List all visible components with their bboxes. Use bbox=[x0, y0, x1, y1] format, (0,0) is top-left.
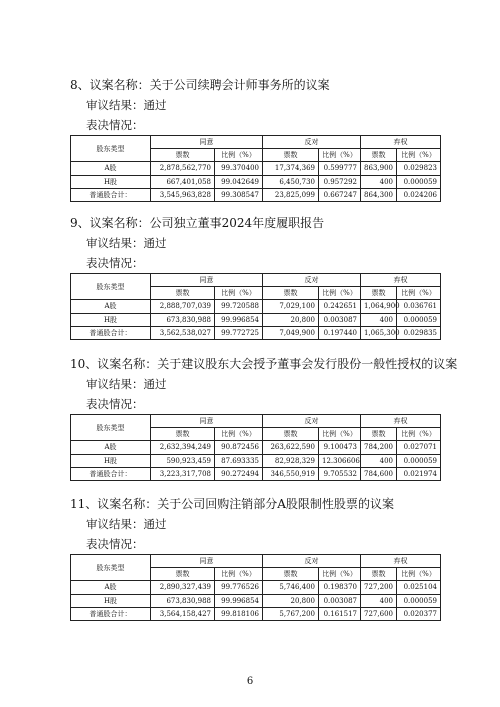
cell-against-votes: 5,746,400 bbox=[263, 581, 319, 594]
subheader-votes: 票数 bbox=[151, 428, 215, 441]
subheader-ratio: 比例（%） bbox=[319, 149, 361, 162]
cell-agree-ratio: 99.370400 bbox=[215, 162, 263, 175]
cell-abstain-ratio: 0.000059 bbox=[397, 454, 441, 467]
cell-shareholder-type: 普通股合计： bbox=[71, 188, 151, 201]
cell-against-votes: 263,622,590 bbox=[263, 441, 319, 454]
cell-agree-votes: 3,545,963,828 bbox=[151, 188, 215, 201]
review-result: 审议结果：通过 bbox=[86, 517, 167, 531]
cell-agree-ratio: 99.720588 bbox=[215, 300, 263, 313]
resolution-section bbox=[70, 357, 458, 481]
col-header-agree: 同意 bbox=[151, 415, 263, 428]
cell-against-ratio: 0.957292 bbox=[319, 175, 361, 188]
cell-agree-votes: 673,830,988 bbox=[151, 313, 215, 326]
cell-agree-votes: 667,401,058 bbox=[151, 175, 215, 188]
subheader-ratio: 比例（%） bbox=[397, 428, 441, 441]
table-row bbox=[71, 313, 441, 326]
cell-agree-ratio: 99.776526 bbox=[215, 581, 263, 594]
col-header-agree: 同意 bbox=[151, 555, 263, 568]
cell-shareholder-type: H股 bbox=[71, 594, 151, 607]
vote-table bbox=[70, 135, 441, 202]
table-row bbox=[71, 188, 441, 201]
table-row bbox=[71, 594, 441, 607]
cell-against-votes: 5,767,200 bbox=[263, 607, 319, 620]
cell-agree-ratio: 99.308547 bbox=[215, 188, 263, 201]
cell-abstain-ratio: 0.024206 bbox=[397, 188, 441, 201]
subheader-votes: 票数 bbox=[263, 287, 319, 300]
table-header-row bbox=[71, 415, 441, 428]
subheader-ratio: 比例（%） bbox=[397, 149, 441, 162]
cell-against-votes: 7,029,100 bbox=[263, 300, 319, 313]
cell-against-ratio: 0.003087 bbox=[319, 313, 361, 326]
subheader-ratio: 比例（%） bbox=[319, 568, 361, 581]
subheader-votes: 票数 bbox=[361, 568, 397, 581]
table-row bbox=[71, 607, 441, 620]
col-header-abstain: 弃权 bbox=[361, 415, 441, 428]
subheader-ratio: 比例（%） bbox=[397, 287, 441, 300]
cell-agree-votes: 3,564,158,427 bbox=[151, 607, 215, 620]
vote-table bbox=[70, 273, 441, 340]
subheader-ratio: 比例（%） bbox=[215, 287, 263, 300]
col-header-against: 反对 bbox=[263, 415, 361, 428]
cell-abstain-ratio: 0.027071 bbox=[397, 441, 441, 454]
cell-agree-votes: 2,878,562,770 bbox=[151, 162, 215, 175]
cell-against-votes: 20,800 bbox=[263, 313, 319, 326]
col-header-type: 股东类型 bbox=[71, 415, 151, 441]
vote-label: 表决情况： bbox=[86, 537, 144, 551]
table-row bbox=[71, 467, 441, 480]
subheader-votes: 票数 bbox=[151, 149, 215, 162]
cell-abstain-votes: 400 bbox=[361, 313, 397, 326]
cell-against-votes: 23,825,099 bbox=[263, 188, 319, 201]
subheader-votes: 票数 bbox=[361, 428, 397, 441]
subheader-votes: 票数 bbox=[361, 287, 397, 300]
review-result: 审议结果：通过 bbox=[86, 236, 167, 250]
cell-abstain-ratio: 0.029835 bbox=[397, 326, 441, 339]
cell-abstain-votes: 1,065,300 bbox=[361, 326, 397, 339]
col-header-against: 反对 bbox=[263, 136, 361, 149]
subheader-votes: 票数 bbox=[263, 428, 319, 441]
subheader-votes: 票数 bbox=[361, 149, 397, 162]
cell-abstain-ratio: 0.000059 bbox=[397, 313, 441, 326]
cell-abstain-votes: 784,200 bbox=[361, 441, 397, 454]
cell-abstain-ratio: 0.025104 bbox=[397, 581, 441, 594]
cell-abstain-ratio: 0.000059 bbox=[397, 175, 441, 188]
cell-agree-ratio: 99.996854 bbox=[215, 313, 263, 326]
cell-agree-votes: 590,923,459 bbox=[151, 454, 215, 467]
cell-against-votes: 6,450,730 bbox=[263, 175, 319, 188]
cell-agree-votes: 2,888,707,039 bbox=[151, 300, 215, 313]
vote-table bbox=[70, 414, 441, 481]
cell-against-ratio: 12.306606 bbox=[319, 454, 361, 467]
cell-agree-ratio: 99.772725 bbox=[215, 326, 263, 339]
table-row bbox=[71, 162, 441, 175]
vote-label: 表决情况： bbox=[86, 256, 144, 270]
subheader-votes: 票数 bbox=[151, 287, 215, 300]
cell-against-votes: 346,550,919 bbox=[263, 467, 319, 480]
cell-against-ratio: 0.197440 bbox=[319, 326, 361, 339]
subheader-ratio: 比例（%） bbox=[319, 428, 361, 441]
table-row bbox=[71, 175, 441, 188]
cell-against-ratio: 0.242651 bbox=[319, 300, 361, 313]
cell-against-votes: 17,374,369 bbox=[263, 162, 319, 175]
cell-abstain-votes: 727,200 bbox=[361, 581, 397, 594]
cell-against-ratio: 9.705532 bbox=[319, 467, 361, 480]
cell-against-votes: 20,800 bbox=[263, 594, 319, 607]
resolution-section bbox=[70, 216, 440, 340]
cell-abstain-votes: 864,300 bbox=[361, 188, 397, 201]
table-row bbox=[71, 441, 441, 454]
cell-agree-votes: 2,890,327,439 bbox=[151, 581, 215, 594]
cell-shareholder-type: H股 bbox=[71, 175, 151, 188]
cell-abstain-ratio: 0.036761 bbox=[397, 300, 441, 313]
vote-label: 表决情况： bbox=[86, 118, 144, 132]
cell-shareholder-type: A股 bbox=[71, 162, 151, 175]
cell-against-votes: 7,049,900 bbox=[263, 326, 319, 339]
resolution-heading: 11、议案名称：关于公司回购注销部分A股限制性股票的议案 bbox=[70, 497, 394, 511]
col-header-abstain: 弃权 bbox=[361, 555, 441, 568]
subheader-votes: 票数 bbox=[263, 149, 319, 162]
cell-against-ratio: 0.198370 bbox=[319, 581, 361, 594]
cell-against-votes: 82,928,329 bbox=[263, 454, 319, 467]
cell-abstain-votes: 400 bbox=[361, 594, 397, 607]
cell-agree-ratio: 99.996854 bbox=[215, 594, 263, 607]
cell-abstain-votes: 1,064,900 bbox=[361, 300, 397, 313]
subheader-votes: 票数 bbox=[151, 568, 215, 581]
table-header-row bbox=[71, 274, 441, 287]
cell-agree-ratio: 87.693335 bbox=[215, 454, 263, 467]
vote-table bbox=[70, 554, 441, 621]
cell-agree-votes: 673,830,988 bbox=[151, 594, 215, 607]
cell-against-ratio: 0.599777 bbox=[319, 162, 361, 175]
cell-agree-votes: 3,562,538,027 bbox=[151, 326, 215, 339]
cell-agree-ratio: 90.872456 bbox=[215, 441, 263, 454]
cell-abstain-ratio: 0.020377 bbox=[397, 607, 441, 620]
subheader-ratio: 比例（%） bbox=[215, 428, 263, 441]
cell-shareholder-type: A股 bbox=[71, 300, 151, 313]
col-header-type: 股东类型 bbox=[71, 555, 151, 581]
subheader-ratio: 比例（%） bbox=[215, 149, 263, 162]
cell-shareholder-type: A股 bbox=[71, 441, 151, 454]
col-header-type: 股东类型 bbox=[71, 274, 151, 300]
col-header-against: 反对 bbox=[263, 555, 361, 568]
cell-shareholder-type: A股 bbox=[71, 581, 151, 594]
cell-agree-ratio: 99.042649 bbox=[215, 175, 263, 188]
cell-shareholder-type: 普通股合计： bbox=[71, 607, 151, 620]
review-result: 审议结果：通过 bbox=[86, 377, 167, 391]
cell-agree-votes: 2,632,394,249 bbox=[151, 441, 215, 454]
cell-agree-ratio: 90.272494 bbox=[215, 467, 263, 480]
cell-abstain-votes: 400 bbox=[361, 454, 397, 467]
table-row bbox=[71, 300, 441, 313]
cell-against-ratio: 9.100473 bbox=[319, 441, 361, 454]
col-header-abstain: 弃权 bbox=[361, 136, 441, 149]
col-header-type: 股东类型 bbox=[71, 136, 151, 162]
cell-abstain-votes: 863,900 bbox=[361, 162, 397, 175]
resolution-heading: 9、议案名称：公司独立董事2024年度履职报告 bbox=[70, 216, 325, 230]
table-header-row bbox=[71, 136, 441, 149]
resolution-section bbox=[70, 497, 440, 621]
cell-agree-votes: 3,223,317,708 bbox=[151, 467, 215, 480]
subheader-ratio: 比例（%） bbox=[215, 568, 263, 581]
vote-label: 表决情况： bbox=[86, 397, 144, 411]
review-result: 审议结果：通过 bbox=[86, 98, 167, 112]
cell-shareholder-type: H股 bbox=[71, 454, 151, 467]
cell-shareholder-type: 普通股合计： bbox=[71, 467, 151, 480]
cell-against-ratio: 0.003087 bbox=[319, 594, 361, 607]
subheader-votes: 票数 bbox=[263, 568, 319, 581]
cell-abstain-ratio: 0.000059 bbox=[397, 594, 441, 607]
cell-shareholder-type: H股 bbox=[71, 313, 151, 326]
cell-against-ratio: 0.161517 bbox=[319, 607, 361, 620]
resolution-section bbox=[70, 78, 440, 202]
col-header-against: 反对 bbox=[263, 274, 361, 287]
cell-abstain-votes: 727,600 bbox=[361, 607, 397, 620]
resolution-heading: 10、议案名称：关于建议股东大会授予董事会发行股份一般性授权的议案 bbox=[70, 357, 458, 371]
cell-agree-ratio: 99.818106 bbox=[215, 607, 263, 620]
col-header-agree: 同意 bbox=[151, 136, 263, 149]
col-header-abstain: 弃权 bbox=[361, 274, 441, 287]
cell-abstain-votes: 400 bbox=[361, 175, 397, 188]
table-row bbox=[71, 454, 441, 467]
cell-against-ratio: 0.667247 bbox=[319, 188, 361, 201]
subheader-ratio: 比例（%） bbox=[319, 287, 361, 300]
cell-shareholder-type: 普通股合计： bbox=[71, 326, 151, 339]
table-header-row bbox=[71, 555, 441, 568]
table-row bbox=[71, 326, 441, 339]
page-number: 6 bbox=[246, 676, 254, 687]
resolution-heading: 8、议案名称：关于公司续聘会计师事务所的议案 bbox=[70, 78, 330, 92]
cell-abstain-votes: 784,600 bbox=[361, 467, 397, 480]
subheader-ratio: 比例（%） bbox=[397, 568, 441, 581]
table-row bbox=[71, 581, 441, 594]
col-header-agree: 同意 bbox=[151, 274, 263, 287]
cell-abstain-ratio: 0.029823 bbox=[397, 162, 441, 175]
cell-abstain-ratio: 0.021974 bbox=[397, 467, 441, 480]
